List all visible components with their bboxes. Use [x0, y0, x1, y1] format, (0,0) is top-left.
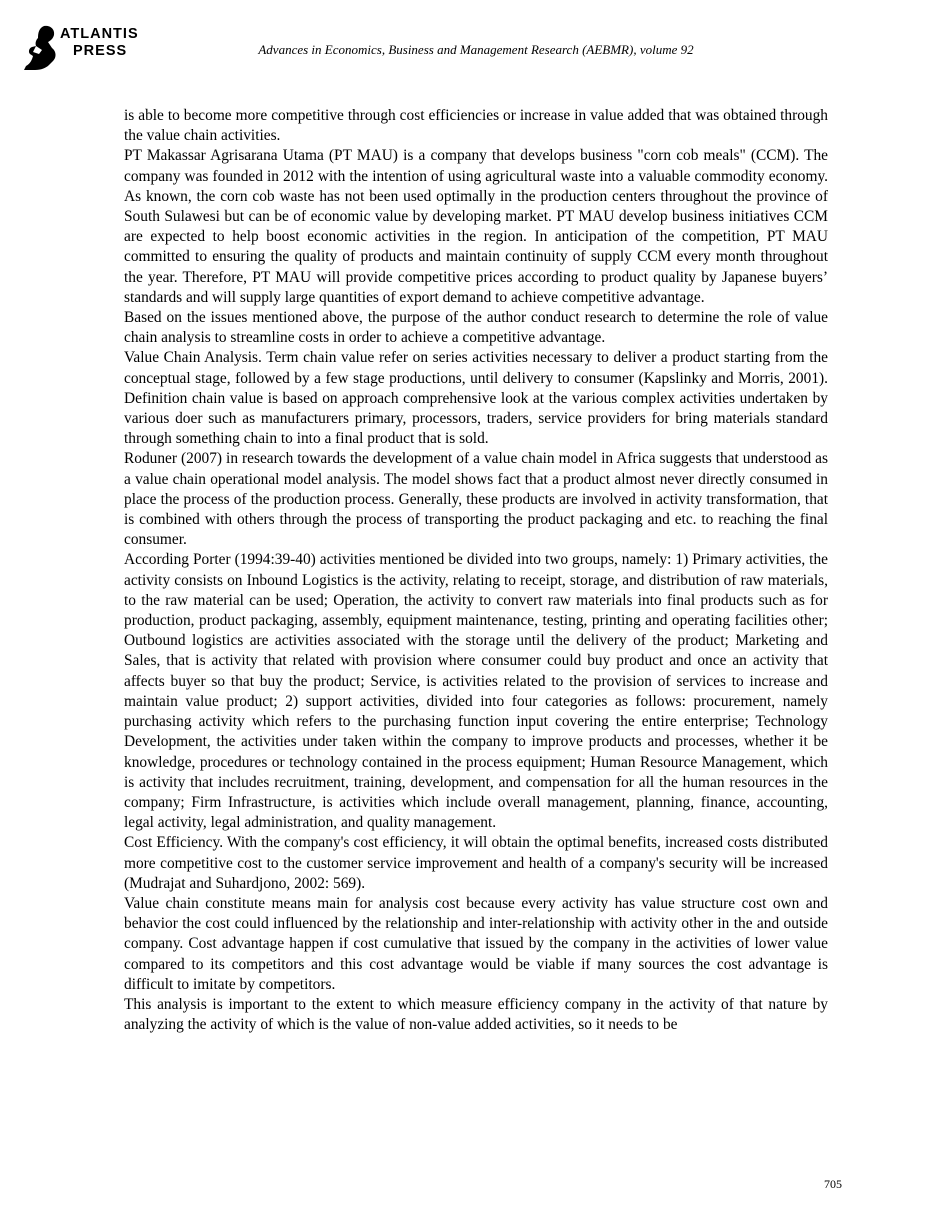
paragraph-2: PT Makassar Agrisarana Utama (PT MAU) is a company that develops business "corn cob meals" (CCM). The company was founded in 2012 with the intention of using agricultural waste into a valuable commodity economy. As known, the corn cob waste has not been used optimally in the production centers throughout the province of South Sulawesi but can be of economic value by developing market. PT MAU develop business initiatives CCM are expected to help boost economic activities in the region. In anticipation of the competition, PT MAU committed to ensuring the quality of products and maintain continuity of supply CCM every month throughout the year. Therefore, PT MAU will provide competitive prices according to product quality by Japanese buyers’ standards and will supply large quantities of export demand to achieve competitive advantage.	[124, 147, 828, 306]
paragraph-9: This analysis is important to the extent to which measure efficiency company in the activity of that nature by analyzing the activity of which is the value of non-value added activities, so it needs to be	[124, 995, 828, 1034]
paragraph-8: Value chain constitute means main for analysis cost because every activity has value structure cost own and behavior the cost could influenced by the relationship and inter-relationship with activity other in the and outside company. Cost advantage happen if cost cumulative that issued by the company in the activities of lower value compared to its competitors and this cost advantage would be viable if many sources the cost advantage is difficult to imitate by competitors.	[124, 894, 828, 993]
paragraph-1: is able to become more competitive through cost efficiencies or increase in value added that was obtained through the value chain activities.	[124, 107, 828, 145]
logo-text-press: PRESS	[73, 43, 128, 59]
running-head	[0, 42, 952, 58]
paragraph-6: According Porter (1994:39-40) activities mentioned be divided into two groups, namely: 1) Primary activities, the activity consists on Inbound Logistics is the activity, relating to receipt, storage, and distribution of raw materials, to the raw material can be used; Operation, the activity to convert raw materials into final products such as for production, product packaging, assembly, equipment maintenance, testing, printing and operating facilities other; Outbound logistics are activities associated with the storage until the delivery of the product; Marketing and Sales, that is activity that related with provision where consumer could buy product and once an activity that affects buyer so that buy the product; Service, is activities related to the provision of services to increase and maintain value product; 2) support activities, divided into four categories as follows: procurement, namely purchasing activity which refers to the purchasing function input covering the entire enterprise; Technology Development, the activities under taken within the company to improve products and processes, whether it be knowledge, procedures or technology contained in the process equipment; Human Resource Management, which is activity that includes recruitment, training, development, and compensation for all the human resources in the company; Firm Infrastructure, is activities which include overall management, planning, finance, accounting, legal activity, legal administration, and quality management.	[124, 551, 828, 832]
paragraph-5: Roduner (2007) in research towards the development of a value chain model in Africa suggests that understood as a value chain operational model analysis. The model shows fact that a product almost never directly consumed in place the process of the production process. Generally, these products are involved in activity transformation, that is combined with others through the process of transporting the product packaging and etc. to reaching the final consumer.	[124, 450, 828, 549]
page-number: 705	[824, 1177, 842, 1191]
running-title: Advances in Economics, Business and Management Research (AEBMR), volume 92	[258, 42, 694, 57]
body-text	[124, 106, 828, 1035]
paragraph-4: Value Chain Analysis. Term chain value refer on series activities necessary to deliver a product starting from the conceptual stage, followed by a few stage productions, until delivery to consumer (Kapslinky and Morris, 2001). Definition chain value is based on approach comprehensive look at the various complex activities undertaken by various doer such as manufacturers primary, processors, traders, service providers for bring materials standard through something chain to into a final product that is sold.	[124, 349, 828, 448]
logo-text-atlantis: ATLANTIS	[60, 26, 139, 42]
paragraph-7: Cost Efficiency. With the company's cost efficiency, it will obtain the optimal benefits, increased costs distributed more competitive cost to the customer service improvement and health of a company's security will be increased (Mudrajat and Suhardjono, 2002: 569).	[124, 834, 828, 892]
paragraph-3: Based on the issues mentioned above, the purpose of the author conduct research to determine the role of value chain analysis to streamline costs in order to achieve a competitive advantage.	[124, 309, 828, 347]
